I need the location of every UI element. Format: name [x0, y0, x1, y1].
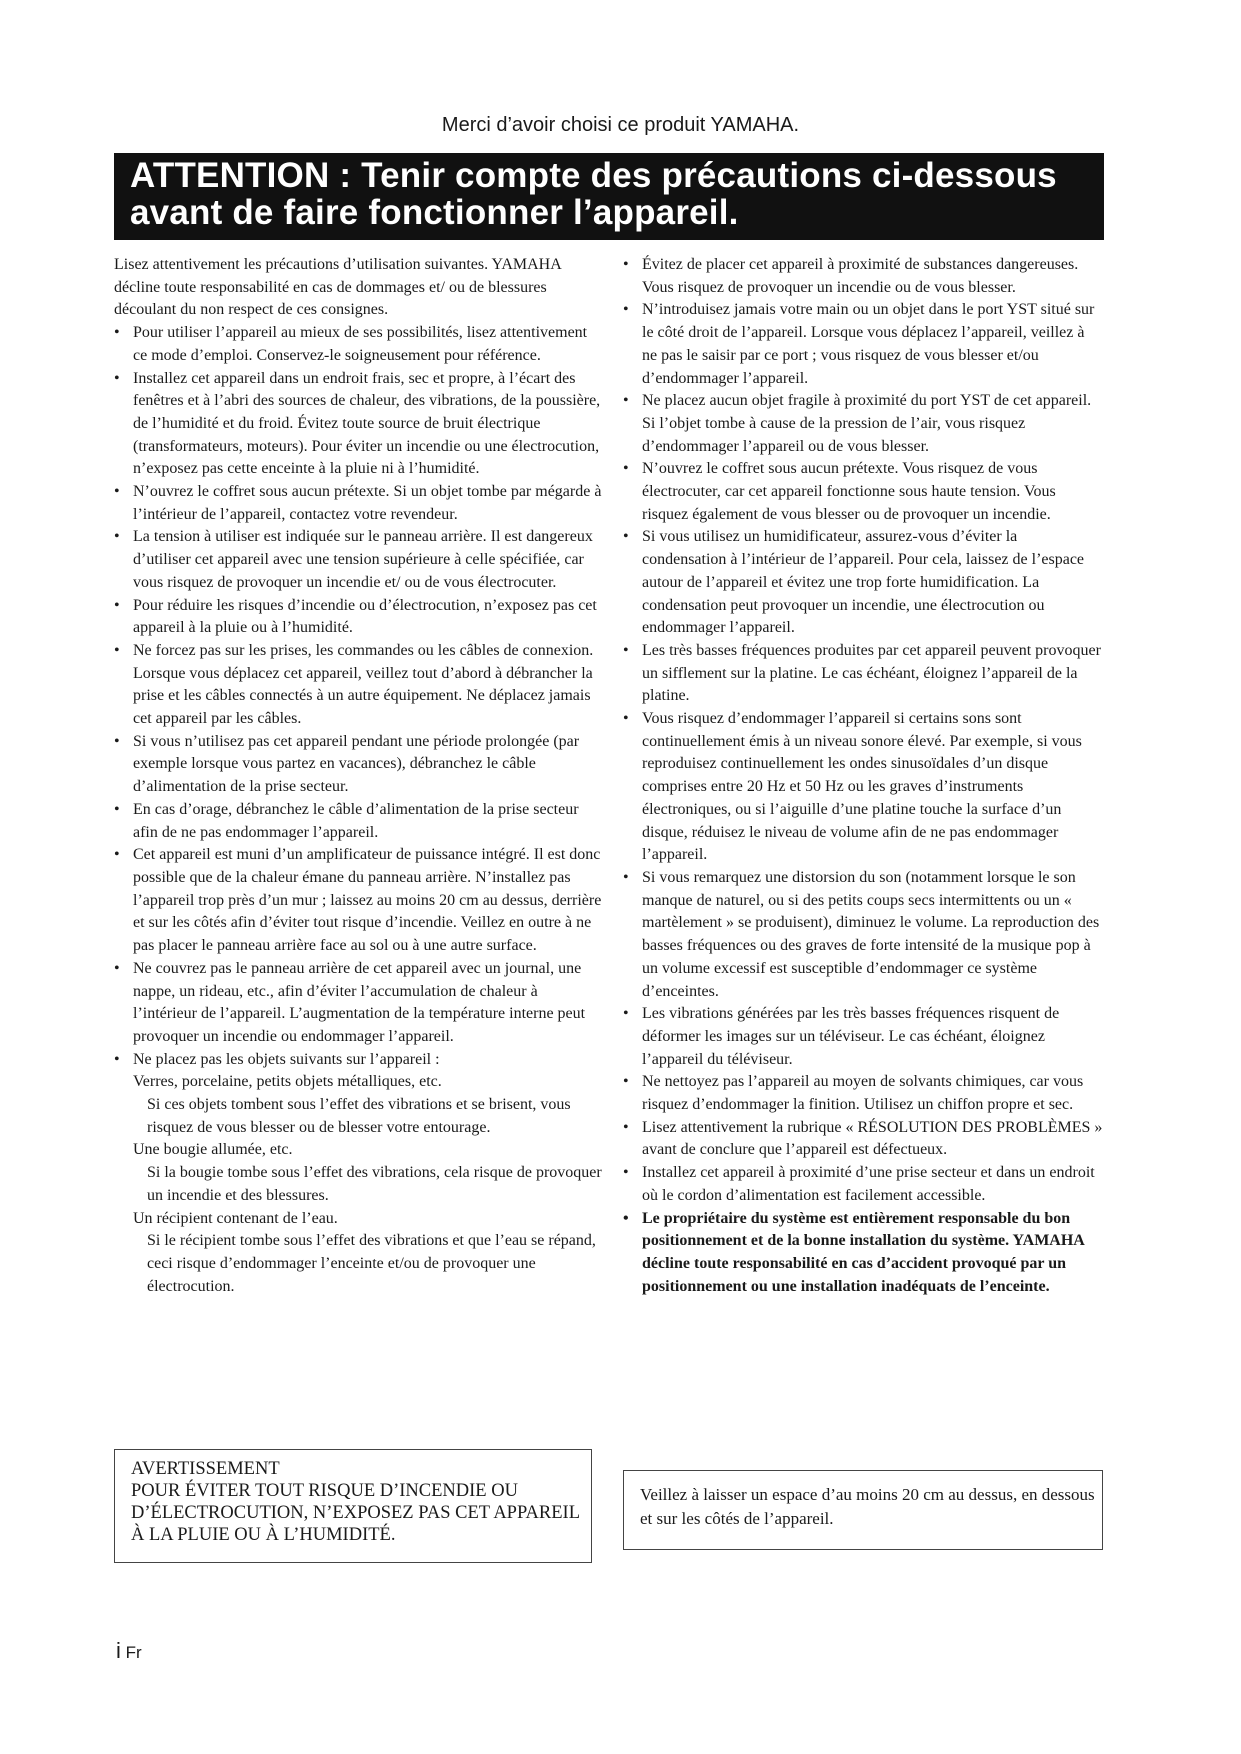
sub-heading: Verres, porcelaine, petits objets métalliques, etc.	[133, 1073, 442, 1091]
list-item: • N’introduisez jamais votre main ou un objet dans le port YST situé sur le côté droit de l’appareil. Lorsque vous déplacez l’appareil, veillez à ne pas le saisir par ce port ; vous risquez de vous blesser et/ou d’endommager l’appareil.	[623, 299, 1103, 390]
left-precautions-list	[114, 322, 604, 1071]
sub-heading: Une bougie allumée, etc.	[133, 1141, 293, 1159]
attention-banner	[114, 153, 1104, 240]
list-item: • N’ouvrez le coffret sous aucun prétexte. Vous risquez de vous électrocuter, car cet appareil fonctionne sous haute tension. Vous risquez également de vous blesser ou de provoquer un incendie.	[623, 458, 1103, 526]
warning-text: POUR ÉVITER TOUT RISQUE D’INCENDIE OU D’ÉLECTROCUTION, N’EXPOSEZ PAS CET APPAREIL À LA PLUIE OU À L’HUMIDITÉ.	[131, 1481, 580, 1545]
list-item: • Ne placez pas les objets suivants sur l’appareil :	[114, 1049, 604, 1072]
list-item: • Évitez de placer cet appareil à proximité de substances dangereuses. Vous risquez de provoquer un incendie ou de vous blesser.	[623, 254, 1103, 299]
list-item: • Les vibrations générées par les très basses fréquences risquent de déformer les images sur un téléviseur. Le cas échéant, éloignez l’appareil du téléviseur.	[623, 1003, 1103, 1071]
list-item: • Si vous remarquez une distorsion du son (notamment lorsque le son manque de naturel, ou si des petits coups secs intermittents ou un « martèlement » se produisent), diminuez le volume. La reproduction des basses fréquences ou des graves de forte intensité de la musique pop à un volume excessif est susceptible d’endommager ce système d’enceintes.	[623, 867, 1103, 1003]
language-code: Fr	[125, 1643, 142, 1662]
list-item: • En cas d’orage, débranchez le câble d’alimentation de la prise secteur afin de ne pas endommager l’appareil.	[114, 799, 604, 844]
left-column	[114, 254, 604, 1298]
list-item: • Si vous n’utilisez pas cet appareil pendant une période prolongée (par exemple lorsque vous partez en vacances), débranchez le câble d’alimentation de la prise secteur.	[114, 731, 604, 799]
banner-line-2: avant de faire fonctionner l’appareil.	[130, 193, 739, 232]
list-item: • Ne couvrez pas le panneau arrière de cet appareil avec un journal, une nappe, un rideau, etc., afin d’éviter l’accumulation de chaleur à l’intérieur de l’appareil. L’augmentation de la température interne peut provoquer un incendie ou endommager l’appareil.	[114, 958, 604, 1049]
list-item: • Cet appareil est muni d’un amplificateur de puissance intégré. Il est donc possible que de la chaleur émane du panneau arrière. N’installez pas l’appareil trop près d’un mur ; laissez au moins 20 cm au dessus, derrière et sur les côtés afin d’éviter tout risque d’incendie. Veillez en outre à ne pas placer le panneau arrière face au sol ou à une autre surface.	[114, 844, 604, 958]
thanks-line: Merci d’avoir choisi ce produit YAMAHA.	[441, 114, 800, 136]
page-index: i	[116, 1638, 121, 1663]
intro-text: Lisez attentivement les précautions d’utilisation suivantes. YAMAHA décline toute responsabilité en cas de dommages et/ ou de blessures découlant du non respect de ces consignes.	[114, 256, 561, 319]
page-number	[116, 1638, 142, 1664]
list-item: • Si vous utilisez un humidificateur, assurez-vous d’éviter la condensation à l’intérieur de l’appareil. Pour cela, laissez de l’espace autour de l’appareil et évitez une trop forte humidification. La condensation peut provoquer un incendie, une électrocution ou endommager l’appareil.	[623, 526, 1103, 640]
list-item: • La tension à utiliser est indiquée sur le panneau arrière. Il est dangereux d’utiliser cet appareil avec une tension supérieure à celle spécifiée, car vous risquez de provoquer un incendie et/ ou de vous électrocuter.	[114, 526, 604, 594]
list-item: • Les très basses fréquences produites par cet appareil peuvent provoquer un sifflement sur la platine. Le cas échéant, éloignez l’appareil de la platine.	[623, 640, 1103, 708]
banner-line-1: ATTENTION : Tenir compte des précautions ci-dessous	[130, 156, 1057, 195]
list-item: • Installez cet appareil dans un endroit frais, sec et propre, à l’écart des fenêtres et à l’abri des sources de chaleur, des vibrations, de la poussière, de l’humidité et du froid. Évitez toute source de bruit électrique (transformateurs, moteurs). Pour éviter un incendie ou une électrocution, n’exposez pas cette enceinte à la pluie ni à l’humidité.	[114, 368, 604, 482]
list-item: • N’ouvrez le coffret sous aucun prétexte. Si un objet tombe par mégarde à l’intérieur de l’appareil, contactez votre revendeur.	[114, 481, 604, 526]
list-item: • Ne nettoyez pas l’appareil au moyen de solvants chimiques, car vous risquez d’endommager la finition. Utilisez un chiffon propre et sec.	[623, 1071, 1103, 1116]
sub-detail: Si la bougie tombe sous l’effet des vibrations, cela risque de provoquer un incendie et des blessures.	[147, 1164, 602, 1204]
owner-responsibility-item: • Le propriétaire du système est entièrement responsable du bon positionnement et de la bonne installation du système. YAMAHA décline toute responsabilité en cas d’accident provoqué par un positionnement ou une installation inadéquats de l’enceinte.	[623, 1208, 1103, 1299]
clearance-note-box	[623, 1470, 1103, 1550]
list-item: • Pour réduire les risques d’incendie ou d’électrocution, n’exposez pas cet appareil à la pluie ou à l’humidité.	[114, 595, 604, 640]
clearance-note: Veillez à laisser un espace d’au moins 20 cm au dessus, en dessous et sur les côtés de l’appareil.	[640, 1485, 1095, 1528]
sub-detail: Si le récipient tombe sous l’effet des vibrations et que l’eau se répand, ceci risque d’endommager l’enceinte et/ou de provoquer une électrocution.	[147, 1232, 596, 1295]
warning-box	[114, 1449, 592, 1563]
warning-title: AVERTISSEMENT	[131, 1459, 280, 1479]
sub-detail: Si ces objets tombent sous l’effet des vibrations et se brisent, vous risquez de vous blesser ou de blesser votre entourage.	[147, 1096, 571, 1136]
objects-sublist	[114, 1071, 604, 1298]
right-column	[623, 254, 1103, 1298]
list-item: • Lisez attentivement la rubrique « RÉSOLUTION DES PROBLÈMES » avant de conclure que l’appareil est défectueux.	[623, 1117, 1103, 1162]
list-item: • Vous risquez d’endommager l’appareil si certains sons sont continuellement émis à un niveau sonore élevé. Par exemple, si vous reproduisez continuellement les ondes sinusoïdales d’un disque comprises entre 20 Hz et 50 Hz ou les graves d’instruments électroniques, ou si l’aiguille d’une platine touche la surface d’un disque, réduisez le niveau de volume afin de ne pas endommager l’appareil.	[623, 708, 1103, 867]
list-item: • Pour utiliser l’appareil au mieux de ses possibilités, lisez attentivement ce mode d’emploi. Conservez-le soigneusement pour référence.	[114, 322, 604, 367]
list-item: • Installez cet appareil à proximité d’une prise secteur et dans un endroit où le cordon d’alimentation est facilement accessible.	[623, 1162, 1103, 1207]
sub-heading: Un récipient contenant de l’eau.	[133, 1209, 338, 1227]
right-precautions-list	[623, 254, 1103, 1298]
list-item: • Ne placez aucun objet fragile à proximité du port YST de cet appareil. Si l’objet tombe à cause de la pression de l’air, vous risquez d’endommager l’appareil ou de vous blesser.	[623, 390, 1103, 458]
list-item: • Ne forcez pas sur les prises, les commandes ou les câbles de connexion. Lorsque vous déplacez cet appareil, veillez tout d’abord à débrancher la prise et les câbles connectés à un autre équipement. Ne déplacez jamais cet appareil par les câbles.	[114, 640, 604, 731]
